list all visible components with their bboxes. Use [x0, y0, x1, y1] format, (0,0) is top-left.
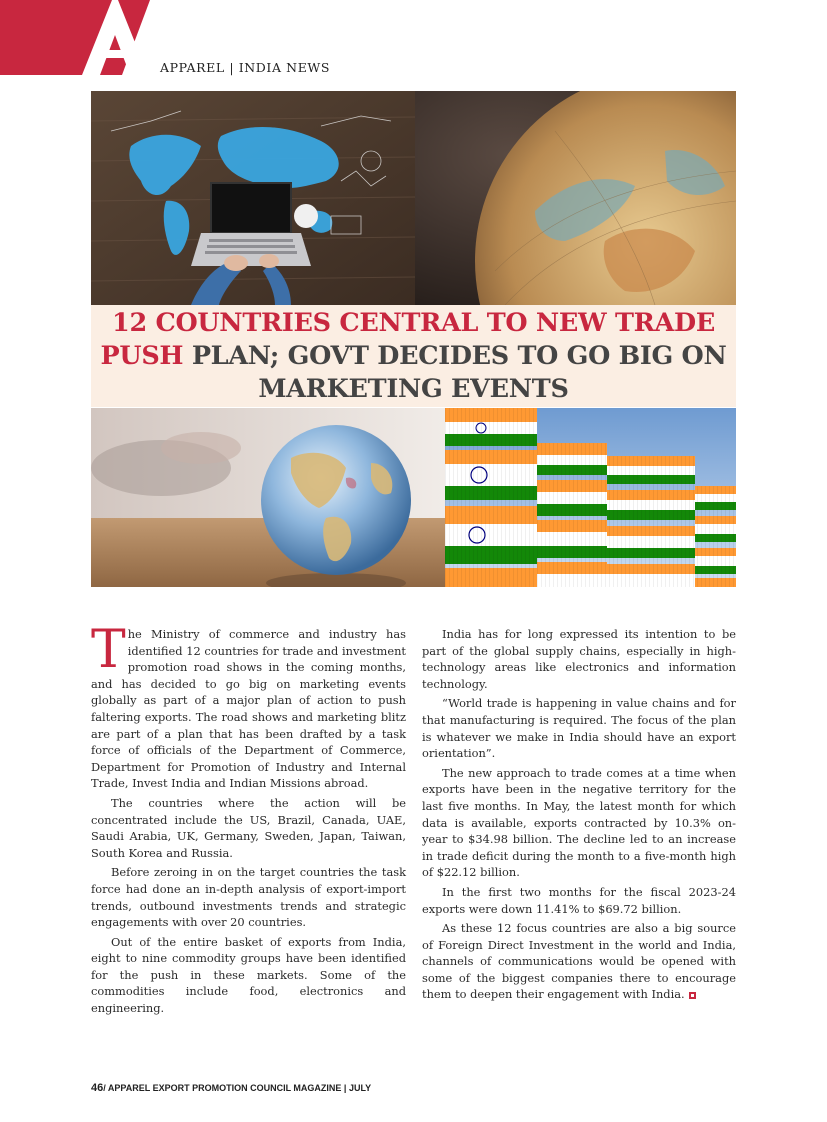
globe-on-desk-photo — [91, 408, 445, 587]
magazine-logo — [0, 0, 150, 75]
article-paragraph-7: The new approach to trade comes at a time when exports have been in the negative territory for the last five months. In May, the latest month for which data is available, exports contracted by 10.3% on-year to $34.98 billion. The decline led to an increase in trade deficit during the month to a five-month high of $22.12 billion. — [422, 765, 736, 880]
drop-cap: T — [91, 620, 126, 680]
page-number: 46 — [91, 1082, 104, 1094]
globe-closeup-photo — [415, 91, 736, 305]
article-paragraph-6: “World trade is happening in value chains and for that manufacturing is required. The focus of the plan is whatever we make in India should have an export orientation”. — [422, 696, 736, 761]
article-paragraph-1 — [91, 620, 406, 792]
paragraph-1-text: he Ministry of commerce and industry has identified 12 countries for trade and investment promotion road shows in the coming months, and has decided to go big on marketing events globally as part of a major plan of action to push faltering exports. The road shows and marketing blitz are part of a plan that has been drafted by a task force of officials of the Department of Commerce, Department for Promotion of Industry and Internal Trade, Invest India and Indian Missions abroad. — [91, 627, 406, 791]
article-paragraph-5: India has for long expressed its intention to be part of the global supply chains, especially in high-technology areas like electronics and information technology. — [422, 627, 736, 691]
laptop-world-map-photo — [91, 91, 415, 305]
headline-red-part: 12 COUNTRIES CENTRAL TO NEW TRADE PUSH — [100, 308, 715, 371]
article-paragraph-3: Before zeroing in on the target countries the task force had done an in-depth analysis of export-import trends, outbound investments trends and strategic engagements with over 20 countries. — [91, 865, 406, 930]
section-label: APPAREL | INDIA NEWS — [160, 60, 331, 75]
article-paragraph-8: In the first two months for the fiscal 2023-24 exports were down 11.41% to $69.72 billion. — [422, 884, 736, 916]
end-of-article-icon — [689, 992, 696, 999]
india-flag-containers-photo — [445, 408, 736, 587]
headline-band — [91, 305, 736, 407]
paragraph-9-text: As these 12 focus countries are also a big source of Foreign Direct Investment in the world and India, channels of communications would be opened with some of the biggest companies there to encourage them to deepen their engagement with India. — [422, 921, 736, 1002]
article-headline — [91, 307, 736, 406]
page-footer — [91, 1082, 371, 1094]
footer-magazine-text: / APPAREL EXPORT PROMOTION COUNCIL MAGAZINE | JULY — [103, 1083, 372, 1093]
headline-gray-part: PLAN; GOVT DECIDES TO GO BIG ON MARKETING EVENTS — [191, 341, 727, 404]
article-column-right — [422, 626, 736, 1006]
article-paragraph-9 — [422, 920, 736, 1003]
article-paragraph-4: Out of the entire basket of exports from India, eight to nine commodity groups have been identified for the push in these markets. Some of the commodities include food, electronics and engineering. — [91, 934, 406, 1016]
logo-a-mark — [0, 0, 150, 75]
article-column-left — [91, 620, 406, 1020]
article-paragraph-2: The countries where the action will be concentrated include the US, Brazil, Canada, UAE, Saudi Arabia, UK, Germany, Sweden, Japan, Taiwan, South Korea and Russia. — [91, 795, 406, 860]
